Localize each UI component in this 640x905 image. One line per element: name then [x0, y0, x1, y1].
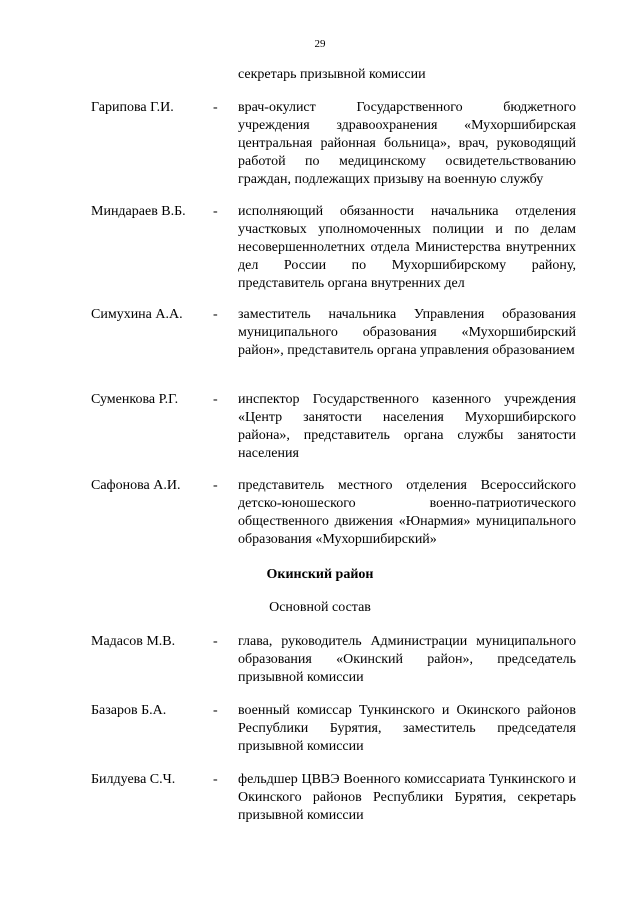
dash-separator: - — [213, 392, 218, 407]
continued-line: секретарь призывной комиссии — [238, 67, 426, 82]
member-name: Билдуева С.Ч. — [91, 772, 176, 787]
dash-separator: - — [213, 100, 218, 115]
member-description: представитель местного отделения Всероссийского детско-юношеского военно-патриотического общественного движения «Юнармия» муниципального образования «Мухоршибирский» — [238, 478, 576, 547]
member-name: Сафонова А.И. — [91, 478, 181, 493]
member-name: Мадасов М.В. — [91, 634, 176, 649]
member-description: исполняющий обязанности начальника отделения участковых уполномоченных полиции и по делам несовершеннолетних отдела Министерства внутренних дел России по Мухоршибирскому району, представитель органа внутренних дел — [238, 204, 576, 291]
page-number: 29 — [314, 38, 326, 50]
member-description: инспектор Государственного казенного учреждения «Центр занятости населения Мухоршибирского района», представитель органа службы занятости населения — [238, 392, 576, 461]
member-description: глава, руководитель Администрации муниципального образования «Окинский район», председатель призывной комиссии — [238, 634, 576, 685]
dash-separator: - — [213, 307, 218, 322]
member-name: Суменкова Р.Г. — [91, 392, 179, 407]
member-description: фельдшер ЦВВЭ Военного комиссариата Тункинского и Окинского районов Республики Бурятия, секретарь призывной комиссии — [238, 772, 576, 823]
member-description: врач-окулист Государственного бюджетного учреждения здравоохранения «Мухоршибирская центральная районная больница», врач, руководящий работой по медицинскому освидетельствованию граждан, подлежащих призыву на военную службу — [238, 100, 576, 187]
section-heading: Окинский район — [266, 567, 374, 582]
member-name: Симухина А.А. — [91, 307, 183, 322]
member-name: Миндараев В.Б. — [91, 204, 186, 219]
dash-separator: - — [213, 703, 218, 718]
member-name: Базаров Б.А. — [91, 703, 167, 718]
dash-separator: - — [213, 478, 218, 493]
section-subheading: Основной состав — [269, 600, 371, 615]
member-description: заместитель начальника Управления образования муниципального образования «Мухоршибирский район», представитель органа управления образованием — [238, 307, 576, 358]
dash-separator: - — [213, 204, 218, 219]
member-description: военный комиссар Тункинского и Окинского районов Республики Бурятия, заместитель председателя призывной комиссии — [238, 703, 576, 754]
dash-separator: - — [213, 772, 218, 787]
dash-separator: - — [213, 634, 218, 649]
member-name: Гарипова Г.И. — [91, 100, 174, 115]
